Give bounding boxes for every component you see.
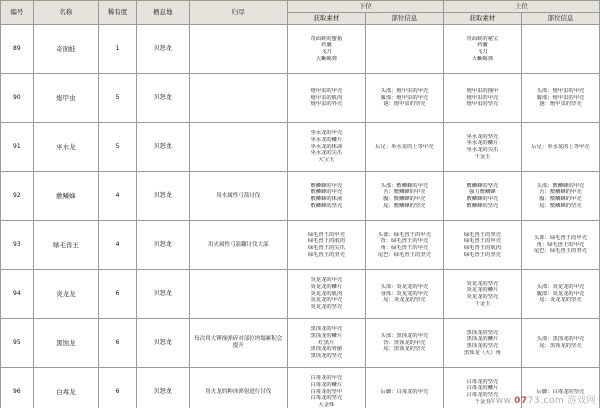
table-row — [1, 221, 600, 270]
line: 炮甲虫的甲壳 — [310, 88, 343, 95]
watermark-prefix: www. — [487, 396, 515, 406]
cell-upper-part — [521, 368, 599, 408]
table-header — [1, 1, 600, 25]
cell-upper-mat — [443, 74, 521, 123]
line: 药囊 — [321, 42, 332, 49]
cell-lower-part — [365, 270, 443, 319]
line: 白毒龙的坚壳 — [466, 378, 499, 385]
cell-lower-part — [365, 368, 443, 408]
header-place: 栖息地 — [136, 1, 189, 25]
cell-upper-part — [521, 172, 599, 221]
cell-how: 用火属性弓箭翻讨伐大部 — [189, 221, 287, 270]
line: 炎龙龙的肌肉 — [310, 290, 343, 297]
cell-how — [189, 270, 287, 319]
line: 敷鳞蜂的甲壳 — [310, 189, 343, 196]
watermark-accent: 07 — [514, 396, 528, 406]
line: 角：绿毛兽王的甲壳 — [536, 241, 585, 248]
line: 背：黑蚀龙的甲壳 — [383, 339, 426, 346]
table-row — [1, 172, 600, 221]
cell-name: 炮甲虫 — [33, 74, 98, 123]
cell-how — [189, 74, 287, 123]
line: 腹部：炮甲虫的甲壳 — [380, 94, 429, 101]
cell-place: 贝怒龙 — [136, 25, 189, 74]
cell-lower-mat — [287, 368, 365, 408]
line: 千金玉 — [474, 153, 491, 160]
cell-lower-part — [365, 25, 443, 74]
cell-upper-part — [521, 25, 599, 74]
cell-name: 敷鳞蜂 — [33, 172, 98, 221]
cell-id: 95 — [1, 319, 34, 368]
line: 飞刀 — [477, 49, 488, 55]
cell-place: 贝怒龙 — [136, 270, 189, 319]
header-id: 编号 — [1, 1, 34, 25]
cell-upper-part — [521, 221, 599, 270]
table-row — [1, 368, 600, 408]
line: 后脚：白毒龙的坚壳 — [536, 388, 585, 395]
line: 尾：黑蚀龙的坚壳 — [383, 346, 426, 353]
cell-id: 94 — [1, 270, 34, 319]
line: 炎龙龙的坚壳 — [310, 303, 343, 310]
line: 白毒龙的甲壳 — [310, 375, 343, 382]
cell-how: 用火龙的种冰弹射进行讨伐 — [189, 368, 287, 408]
line: 绿毛兽王的坚壳 — [463, 251, 501, 258]
cell-upper-part — [521, 123, 599, 172]
cell-upper-mat — [443, 25, 521, 74]
line: 舌：敷鳞蜂的甲壳 — [383, 189, 426, 196]
line: 飞刀 — [321, 49, 332, 55]
cell-upper-mat — [443, 221, 521, 270]
line: 头部：敷鳞蜂的甲壳 — [380, 182, 429, 189]
line: 绿毛兽王的尖爪 — [307, 245, 345, 251]
cell-upper-part — [521, 74, 599, 123]
cell-place: 贝怒龙 — [136, 319, 189, 368]
header-lower-group: 下位 — [287, 1, 443, 13]
cell-upper-mat — [443, 270, 521, 319]
cell-place: 贝怒龙 — [136, 221, 189, 270]
line: 敷鳞蜂的坚壳 — [466, 182, 499, 189]
header-upper-group: 上位 — [443, 1, 599, 13]
line: 尾巴：绿毛兽王的坚壳 — [377, 251, 431, 258]
line: 头部：炎龙龙的甲壳 — [380, 284, 429, 291]
line: 炎龙龙的坚壳 — [466, 280, 499, 287]
line: 黑蚀龙的坚壳 — [466, 343, 499, 349]
line: 头部：绿毛兽王的甲壳 — [533, 235, 587, 242]
line: 头部：炮甲虫的甲壳 — [380, 88, 429, 95]
line: 敷鳞蜂的坚壳 — [466, 202, 499, 209]
line: 黑蚀龙的甲壳 — [310, 326, 343, 333]
line: 白毒龙的鳞片 — [310, 382, 343, 389]
header-upper-mat: 获取素材 — [443, 13, 521, 25]
cell-rare: 6 — [99, 270, 137, 319]
line: 后脚：白毒龙的甲壳 — [380, 388, 429, 395]
line: 头部：炮甲虫的甲壳 — [536, 88, 585, 95]
cell-id: 89 — [1, 25, 34, 74]
table-body — [1, 25, 600, 408]
cell-name: 绿毛兽王 — [33, 221, 98, 270]
line: 头部：黑蚀龙的甲壳 — [536, 336, 585, 343]
cell-rare: 4 — [99, 172, 137, 221]
cell-how: 用水属性弓箭讨伐 — [189, 172, 287, 221]
cell-how: 每次用大锤撞弹碎对部位坍塌累积会提升 — [189, 319, 287, 368]
cell-rare: 6 — [99, 319, 137, 368]
line: 巫水龙的尖爪 — [466, 147, 499, 153]
cell-name: 巫水龙 — [33, 123, 98, 172]
cell-upper-part — [521, 270, 599, 319]
line: 尾：黑蚀龙的坚壳 — [539, 343, 582, 349]
line: 腹：敷鳞蜂的甲壳 — [383, 196, 426, 202]
line: 翅：炮甲虫的坚壳 — [539, 101, 582, 108]
line: 黑蚀龙的骨骼 — [310, 346, 343, 353]
cell-name: 炎龙龙 — [33, 270, 98, 319]
line: 巫水龙的体液 — [310, 143, 343, 150]
cell-id: 90 — [1, 74, 34, 123]
line: 绿毛兽王的坚壳 — [463, 231, 501, 238]
cell-upper-mat — [443, 123, 521, 172]
line: 奇面蛙的秘宝 — [466, 35, 499, 42]
line: 大蜥蜴弹 — [471, 55, 493, 62]
line: 炎龙龙的坚壳 — [466, 294, 499, 300]
line: 绿毛兽王的甲壳 — [463, 238, 501, 245]
line: 大宝玉 — [318, 156, 335, 163]
header-rare: 稀有度 — [99, 1, 137, 25]
line: 巫水龙的坚壳 — [466, 133, 499, 140]
line: 尾巴：绿毛兽王的坚壳 — [533, 248, 587, 255]
line: 白毒龙的坚甲 — [310, 388, 343, 395]
line: 炮甲虫的肌肉 — [310, 94, 343, 101]
line: 黑蚀龙的坚壳 — [310, 352, 343, 359]
table-row — [1, 74, 600, 123]
cell-lower-mat — [287, 123, 365, 172]
line: 炎龙龙的鳞片 — [310, 284, 343, 291]
line: 角：绿毛兽王的甲壳 — [380, 245, 429, 251]
line: 敷鳞蜂的体液 — [310, 196, 343, 202]
line: 黑蚀龙的鳞片 — [310, 333, 343, 340]
cell-lower-mat — [287, 270, 365, 319]
cell-lower-mat — [287, 25, 365, 74]
header-lower-part: 部位信息 — [365, 13, 443, 25]
line: 尾：炎龙龙的坚壳 — [383, 297, 426, 304]
line: 黑蚀龙的坚壳 — [466, 329, 499, 336]
line: 炎龙龙的鳞片 — [466, 287, 499, 294]
cell-upper-part — [521, 319, 599, 368]
line: 炎龙龙的甲壳 — [310, 277, 343, 284]
header-lower-mat: 获取素材 — [287, 13, 365, 25]
line: 身体：炎龙龙的甲壳 — [380, 290, 429, 297]
cell-place: 贝怒龙 — [136, 172, 189, 221]
line: 药囊 — [477, 42, 488, 49]
cell-lower-part — [365, 221, 443, 270]
line: 头部：绿毛兽王的甲壳 — [377, 231, 431, 238]
line: 巫水龙的尖爪 — [310, 150, 343, 157]
line: 黑蚀龙的鳞片 — [466, 336, 499, 343]
line: 炮甲虫的撞甲 — [466, 88, 499, 95]
cell-rare: 4 — [99, 221, 137, 270]
cell-place: 贝怒龙 — [136, 368, 189, 408]
cell-name: 白毒龙 — [33, 368, 98, 408]
line: 尾：敷鳞蜂的坚壳 — [383, 202, 426, 209]
line: 巫水龙的鳞片 — [466, 140, 499, 147]
cell-how — [189, 25, 287, 74]
watermark-suffix: 73.com 游戏网 — [527, 396, 596, 406]
cell-place: 贝怒龙 — [136, 74, 189, 123]
cell-place: 贝怒龙 — [136, 123, 189, 172]
line: 白毒龙的鳞片 — [466, 385, 499, 392]
cell-id: 96 — [1, 368, 34, 408]
line: 巫水龙的鳞片 — [310, 137, 343, 144]
line: 尾：敷鳞蜂的坚壳 — [539, 202, 582, 209]
line: 敷鳞蜂的甲壳 — [310, 182, 343, 189]
cell-lower-mat — [287, 319, 365, 368]
header-how: 归尽 — [189, 1, 287, 25]
line: 奇面蛙的蜜箱 — [310, 35, 343, 42]
line: 绿毛兽王的肌肉 — [307, 238, 345, 245]
line: 头部：炎龙龙的甲壳 — [536, 284, 585, 291]
line: 巫水龙的甲壳 — [310, 130, 343, 137]
line: 头部：黑蚀龙的甲壳 — [380, 333, 429, 340]
cell-lower-mat — [287, 74, 365, 123]
cell-id: 91 — [1, 123, 34, 172]
cell-upper-mat — [443, 319, 521, 368]
table-row — [1, 319, 600, 368]
table-row — [1, 25, 600, 74]
cell-lower-part — [365, 172, 443, 221]
line: 炎龙龙的甲壳 — [310, 297, 343, 304]
cell-lower-part — [365, 319, 443, 368]
line: 强力敷鳞蜂 — [469, 189, 496, 196]
line: 白毒龙的坚壳 — [466, 392, 499, 398]
line: 后足：巫水龙的上等甲壳 — [375, 143, 434, 150]
cell-name: 奇面蛙 — [33, 25, 98, 74]
line: 绿毛兽王的甲壳 — [307, 231, 345, 238]
cell-rare: 6 — [99, 368, 137, 408]
line: 大金珠 — [318, 401, 335, 408]
cell-lower-part — [365, 123, 443, 172]
line: 大蜥蜴弹 — [315, 55, 337, 62]
line: 黑蚀龙（大）角 — [463, 349, 501, 356]
line: 后足：巫水龙的上等甲壳 — [531, 143, 590, 150]
header-name: 名称 — [33, 1, 98, 25]
cell-rare: 5 — [99, 74, 137, 123]
line: 千金玉 — [474, 398, 491, 405]
line: 尾：炎龙龙的坚壳 — [539, 297, 582, 304]
line: 腹部：炎龙龙的甲壳 — [536, 290, 585, 297]
cell-id: 92 — [1, 172, 34, 221]
line: 敷鳞蜂的坚壳 — [310, 202, 343, 209]
cell-lower-part — [365, 74, 443, 123]
line: 敷鳞蜂的甲壳 — [466, 196, 499, 202]
line: 炮甲虫的坚壳 — [466, 101, 499, 108]
line: 炮甲虫的甲壳 — [466, 94, 499, 101]
cell-how — [189, 123, 287, 172]
line: 背：绿毛兽王的甲壳 — [380, 238, 429, 245]
line: 绿毛兽王的坚壳 — [307, 251, 345, 258]
cell-upper-mat — [443, 368, 521, 408]
line: 红黑片 — [318, 339, 335, 346]
line: 腹部：炮甲虫的甲壳 — [536, 94, 585, 101]
table-row — [1, 270, 600, 319]
line: 炮甲虫的外壳 — [310, 101, 343, 108]
header-upper-part: 部位信息 — [521, 13, 599, 25]
header-row-groups — [1, 1, 600, 13]
cell-name: 黑蚀龙 — [33, 319, 98, 368]
line: 腹：敷鳞蜂的甲壳 — [539, 196, 582, 202]
line: 头部：敷鳞蜂的甲壳 — [536, 182, 585, 189]
cell-rare: 5 — [99, 123, 137, 172]
line: 翅：炮甲虫的坚壳 — [383, 101, 426, 108]
line: 舌：敷鳞蜂的甲壳 — [539, 189, 582, 196]
cell-lower-mat — [287, 221, 365, 270]
line: 千金玉 — [474, 300, 491, 307]
table-row — [1, 123, 600, 172]
cell-rare: 1 — [99, 25, 137, 74]
cell-lower-mat — [287, 172, 365, 221]
line: 绿毛兽王的肌肉 — [463, 245, 501, 251]
cell-id: 93 — [1, 221, 34, 270]
cell-upper-mat — [443, 172, 521, 221]
line: 白毒龙的坚壳 — [310, 395, 343, 402]
